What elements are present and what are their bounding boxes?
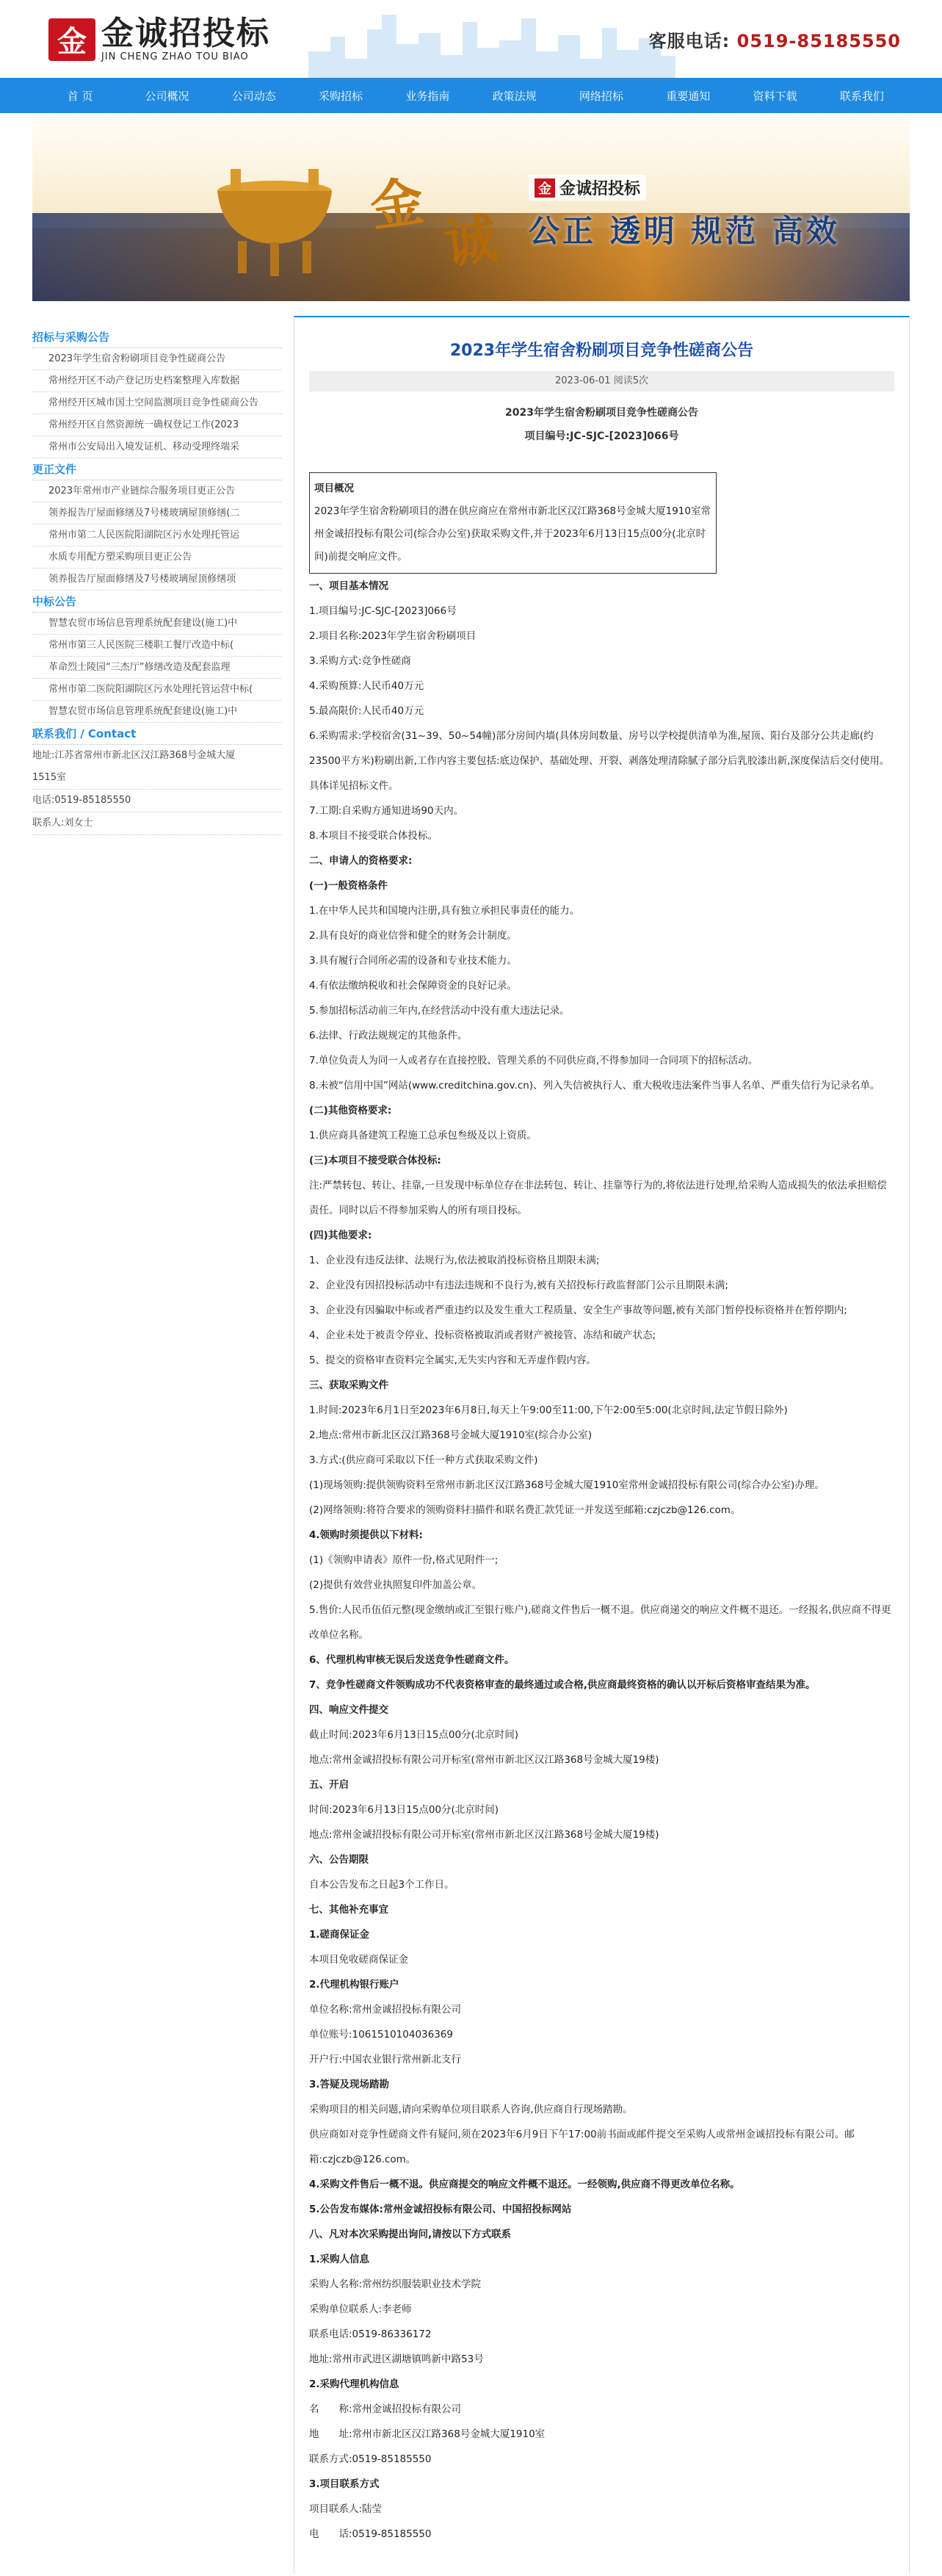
section-heading: 八、凡对本次采购提出询问,请按以下方式联系 xyxy=(309,2229,512,2240)
paragraph: 本项目免收磋商保证金 xyxy=(309,1954,408,1966)
section-heading: 6、代理机构审核无误后发送竞争性磋商文件。 xyxy=(309,1654,515,1666)
sidebar-link[interactable]: 常州市第二人民医院阳湖院区污水处理托管运 xyxy=(32,524,282,546)
paragraph: 地点:常州金诚招投标有限公司开标室(常州市新北区汉江路368号金城大厦19楼) xyxy=(309,1754,659,1766)
paragraph: 项目联系人:陆莹 xyxy=(309,2503,383,2515)
banner-char-cheng: 诚 xyxy=(440,206,501,275)
paragraph: 供应商如对竞争性磋商文件有疑问,须在2023年6月9日下午17:00前书面或邮件提交至采购人或常州金诚招投标有限公司。邮箱:czjczb@126.com。 xyxy=(309,2129,855,2165)
paragraph: 注:严禁转包、转让、挂靠,一旦发现中标单位存在非法转包、转让、挂靠等行为的,将依法进行处理,给采购人造成损失的依法承担赔偿责任。同时以后不得参加采购人的所有项目投标。 xyxy=(309,1180,887,1216)
paragraph: 单位名称:常州金诚招投标有限公司 xyxy=(309,2004,462,2016)
paragraph: 5、提交的资格审查资料完全属实,无失实内容和无弄虚作假内容。 xyxy=(309,1354,596,1366)
paragraph: 地 址:常州市新北区汉江路368号金城大厦1910室 xyxy=(309,2428,546,2440)
paragraph: 单位账号:1061510104036369 xyxy=(309,2029,453,2041)
paragraph: 3.采购方式:竞争性磋商 xyxy=(309,655,411,667)
nav-downloads[interactable]: 资料下载 xyxy=(753,89,797,103)
paragraph: 4.采购预算:人民币40万元 xyxy=(309,680,424,692)
banner xyxy=(32,118,910,301)
logo-name: 金诚招投标 xyxy=(101,15,270,52)
section-heading: 二、申请人的资格要求: xyxy=(309,855,413,867)
logo-mark: 金 xyxy=(48,18,95,61)
contact-person: 联系人:刘女士 xyxy=(32,812,282,835)
paragraph: 7.单位负责人为同一人或者存在直接控股、管理关系的不同供应商,不得参加同一合同项下的招标活动。 xyxy=(309,1055,758,1067)
contact-address: 地址:江苏省常州市新北区汉江路368号金城大厦 xyxy=(32,750,236,761)
paragraph: (2)网络领购:将符合要求的领购资料扫描件和联名费汇款凭证一并发送至邮箱:czjczb@126.com。 xyxy=(309,1504,741,1516)
paragraph: 截止时间:2023年6月13日15点00分(北京时间) xyxy=(309,1729,519,1741)
paragraph: 采购项目的相关问题,请向采购单位项目联系人咨询,供应商自行现场踏勘。 xyxy=(309,2104,633,2115)
section-heading: 四、响应文件提交 xyxy=(309,1704,388,1716)
paragraph: 1.供应商具备建筑工程施工总承包叁级及以上资质。 xyxy=(309,1130,537,1141)
paragraph: 5.最高限价:人民币40万元 xyxy=(309,705,424,717)
paragraph: 3.具有履行合同所必需的设备和专业技术能力。 xyxy=(309,955,517,967)
sidebar-link[interactable]: 常州经开区城市国土空间监测项目竞争性磋商公告 xyxy=(32,392,282,414)
paragraph: 4.有依法缴纳税收和社会保障资金的良好记录。 xyxy=(309,980,517,992)
contact-address-room: 1515室 xyxy=(32,767,282,790)
sidebar-link[interactable]: 智慧农贸市场信息管理系统配套建设(施工)中 xyxy=(32,613,282,635)
bronze-ding-icon xyxy=(209,147,341,279)
section-heading: 2.采购代理机构信息 xyxy=(309,2378,399,2390)
contact-block xyxy=(32,745,282,835)
paragraph: 8.本项目不接受联合体投标。 xyxy=(309,830,438,842)
article-title: 2023年学生宿舍粉刷项目竞争性磋商公告 xyxy=(449,342,754,360)
sidebar-link[interactable]: 领养报告厅屋面修缮及7号楼玻璃屋顶修缮项 xyxy=(32,569,282,591)
banner-slogan: 公正 透明 规范 高效 xyxy=(529,213,840,249)
nav-news[interactable]: 公司动态 xyxy=(231,89,276,103)
doc-project-number: 项目编号:JC-SJC-[2023]066号 xyxy=(524,430,679,442)
nav-home[interactable]: 首 页 xyxy=(67,89,93,103)
paragraph: 3.方式:(供应商可采取以下任一种方式获取采购文件) xyxy=(309,1454,538,1466)
paragraph: 3、企业没有因骗取中标或者严重违约以及发生重大工程质量、安全生产事故等问题,被有关部门暂停投标资格并在暂停期内; xyxy=(309,1305,847,1316)
paragraph: 2.项目名称:2023年学生宿舍粉刷项目 xyxy=(309,630,477,642)
hotline-label: 客服电话: xyxy=(648,31,731,51)
paragraph: 1.时间:2023年6月1日至2023年6月8日,每天上午9:00至11:00,下午2:00至5:00(北京时间,法定节假日除外) xyxy=(309,1404,788,1416)
paragraph: 采购人名称:常州纺织服装职业技术学院 xyxy=(309,2279,482,2290)
section-heading: (二)其他资格要求: xyxy=(309,1105,392,1116)
project-overview-box xyxy=(309,472,717,574)
hotline-number: 0519-85185550 xyxy=(736,31,901,51)
paragraph: 2、企业没有因招投标活动中有违法违规和不良行为,被有关招投标行政监督部门公示且期限未满; xyxy=(309,1280,728,1291)
contact-phone: 电话:0519-85185550 xyxy=(32,790,282,812)
paragraph: 地址:常州市武进区湖塘镇鸣新中路53号 xyxy=(309,2353,484,2365)
section-heading: 3.答疑及现场踏勘 xyxy=(309,2079,390,2090)
paragraph: 8.未被“信用中国”网站(www.creditchina.gov.cn)、列入失信被执行人、重大税收违法案件当事人名单、严重失信行为记录名单。 xyxy=(309,1080,880,1092)
logo[interactable] xyxy=(48,16,270,62)
paragraph: (1)《领购申请表》原件一份,格式见附件一; xyxy=(309,1554,499,1566)
section-heading: (四)其他要求: xyxy=(309,1230,372,1241)
banner-logo-text: 金诚招投标 xyxy=(559,180,641,198)
section-heading: 五、开启 xyxy=(309,1779,349,1791)
paragraph: 时间:2023年6月13日15点00分(北京时间) xyxy=(309,1804,499,1816)
banner-logo-mark: 金 xyxy=(535,178,555,198)
sidebar-title-contact: 联系我们 / Contact xyxy=(32,723,282,745)
sidebar-link[interactable]: 水质专用配方塑采购项目更正公告 xyxy=(32,546,282,569)
nav-notices[interactable]: 重要通知 xyxy=(666,89,711,103)
sidebar-link[interactable]: 常州经开区自然资源统一确权登记工作(2023 xyxy=(32,414,282,436)
paragraph: 4、企业未处于被责令停业、投标资格被取消或者财产被接管、冻结和破产状态; xyxy=(309,1330,656,1341)
main-nav xyxy=(0,78,942,113)
paragraph: 2023年学生宿舍粉刷项目的潜在供应商应在常州市新北区汉江路368号金城大厦1910室常州金诚招投标有限公司(综合办公室)获取采购文件,并于2023年6月13日15点00分(北京时间)前提交响应文件。 xyxy=(314,505,711,563)
section-heading: 七、其他补充事宜 xyxy=(309,1904,388,1916)
paragraph: 开户行:中国农业银行常州新北支行 xyxy=(309,2054,462,2066)
site-header xyxy=(0,0,942,78)
sidebar-link[interactable]: 领养报告厅屋面修缮及7号楼玻璃屋顶修缮(二 xyxy=(32,502,282,524)
doc-title: 2023年学生宿舍粉刷项目竞争性磋商公告 xyxy=(505,407,698,419)
section-heading: 5.公告发布媒体:常州金诚招投标有限公司、中国招投标网站 xyxy=(309,2204,572,2215)
paragraph: 联系电话:0519-86336172 xyxy=(309,2328,432,2340)
section-heading: 一、项目基本情况 xyxy=(309,580,388,592)
nav-online-bidding[interactable]: 网络招标 xyxy=(579,89,623,103)
section-heading: 三、获取采购文件 xyxy=(309,1379,388,1391)
sidebar-link[interactable]: 革命烈士陵园“三杰厅”修缮改造及配套监理 xyxy=(32,657,282,679)
paragraph: 1.项目编号:JC-SJC-[2023]066号 xyxy=(309,605,457,617)
skyline-decoration xyxy=(308,7,675,78)
paragraph: 1.在中华人民共和国境内注册,具有独立承担民事责任的能力。 xyxy=(309,905,580,917)
nav-policy[interactable]: 政策法规 xyxy=(492,89,537,103)
sidebar-title-tenders[interactable]: 招标与采购公告 xyxy=(32,326,282,348)
paragraph: 6.法律、行政法规规定的其他条件。 xyxy=(309,1030,468,1042)
sidebar-link[interactable]: 常州市公安局出入境发证机、移动受理终端采 xyxy=(32,436,282,458)
article-body xyxy=(294,472,909,2547)
sidebar-link[interactable]: 2023年常州市产业链综合服务项目更正公告 xyxy=(32,480,282,502)
sidebar-link[interactable]: 常州市第三人民医院三楼职工餐厅改造中标( xyxy=(32,635,282,657)
section-heading: 六、公告期限 xyxy=(309,1854,369,1866)
sidebar-title-awards[interactable]: 中标公告 xyxy=(32,591,282,613)
section-heading: 4.采购文件售后一概不退。供应商提交的响应文件概不退还。一经领购,供应商不得更改单位名称。 xyxy=(309,2179,740,2190)
banner-logo xyxy=(529,175,646,201)
section-heading: 3.项目联系方式 xyxy=(309,2478,380,2490)
paragraph: 2.地点:常州市新北区汉江路368号金城大厦1910室(综合办公室) xyxy=(309,1429,593,1441)
paragraph: 电 话:0519-85185550 xyxy=(309,2528,432,2540)
paragraph: 7.工期:自采购方通知进场90天内。 xyxy=(309,805,464,817)
section-heading: 4.领购时须提供以下材料: xyxy=(309,1529,423,1541)
logo-pinyin: JIN CHENG ZHAO TOU BIAO xyxy=(101,51,249,62)
section-heading: (一)一般资格条件 xyxy=(309,880,388,892)
sidebar-link[interactable]: 2023年学生宿舍粉刷项目竞争性磋商公告 xyxy=(32,348,282,370)
section-heading: 项目概况 xyxy=(314,483,354,494)
paragraph: 6.采购需求:学校宿舍(31~39、50~54幢)部分房间内墙(具体房间数量、房号以学校提供清单为准,屋顶、阳台及部分公共走廊(约23500平方米)粉刷出新,工作内容主要包括:底边保护、基础处理、开裂、剥落处理清除腻子部分后乳胶漆出新,深度保洁后交付使用。具体详见招标文件。 xyxy=(309,730,890,792)
sidebar-link[interactable]: 智慧农贸市场信息管理系统配套建设(施工)中 xyxy=(32,701,282,723)
sidebar xyxy=(32,326,282,2574)
hotline xyxy=(649,26,901,52)
article-meta: 2023-06-01 阅读5次 xyxy=(309,371,894,392)
nav-contact[interactable]: 联系我们 xyxy=(839,89,884,103)
sidebar-link[interactable]: 常州市第二医院阳湖院区污水处理托管运营中标( xyxy=(32,679,282,701)
paragraph: 5.参加招标活动前三年内,在经营活动中没有重大违法记录。 xyxy=(309,1005,570,1017)
sidebar-link[interactable]: 常州经开区不动产登记历史档案整理入库数据 xyxy=(32,370,282,392)
paragraph: (2)提供有效营业执照复印件加盖公章。 xyxy=(309,1579,482,1591)
section-heading: 1.磋商保证金 xyxy=(309,1929,370,1941)
paragraph: 名 称:常州金诚招投标有限公司 xyxy=(309,2403,462,2415)
paragraph: 2.具有良好的商业信誉和健全的财务会计制度。 xyxy=(309,930,517,942)
nav-guide[interactable]: 业务指南 xyxy=(405,89,450,103)
paragraph: (1)现场领购:提供领购资料至常州市新北区汉江路368号金城大厦1910室常州金诚招投标有限公司(综合办公室)办理。 xyxy=(309,1479,825,1491)
section-heading: (三)本项目不接受联合体投标: xyxy=(309,1155,441,1166)
article xyxy=(294,316,910,2574)
nav-procurement[interactable]: 采购招标 xyxy=(319,89,363,103)
banner-char-jin: 金 xyxy=(366,169,428,239)
sidebar-title-corrections[interactable]: 更正文件 xyxy=(32,458,282,480)
nav-about[interactable]: 公司概况 xyxy=(145,89,189,103)
section-heading: 7、竞争性磋商文件领购成功不代表资格审查的最终通过或合格,供应商最终资格的确认以开标后资格审查结果为准。 xyxy=(309,1679,816,1691)
paragraph: 1、企业没有违反法律、法规行为,依法被取消投标资格且期限未满; xyxy=(309,1255,600,1266)
paragraph: 自本公告发布之日起3个工作日。 xyxy=(309,1879,454,1891)
paragraph: 联系方式:0519-85185550 xyxy=(309,2453,432,2465)
paragraph: 5.售价:人民币伍佰元整(现金缴纳或汇至银行账户),磋商文件售后一概不退。供应商递交的响应文件概不退还。一经报名,供应商不得更改单位名称。 xyxy=(309,1604,891,1641)
section-heading: 2.代理机构银行账户 xyxy=(309,1979,399,1991)
paragraph: 采购单位联系人:李老师 xyxy=(309,2303,412,2315)
paragraph: 地点:常州金诚招投标有限公司开标室(常州市新北区汉江路368号金城大厦19楼) xyxy=(309,1829,659,1841)
section-heading: 1.采购人信息 xyxy=(309,2254,370,2265)
